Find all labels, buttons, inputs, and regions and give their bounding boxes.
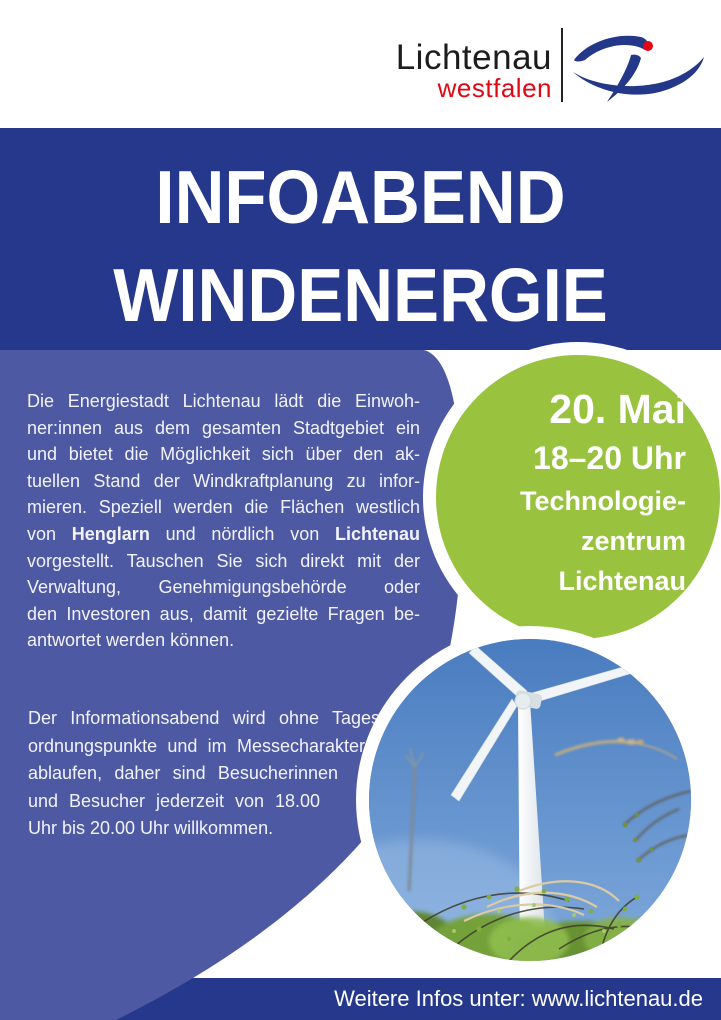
paragraph-line: vorgestellt. Tauschen Sie sich direkt mit der <box>27 550 420 571</box>
paragraph-line: tuellen Stand der Windkraftplanung zu infor- <box>27 470 420 491</box>
paragraph-line: und Besucher jederzeit von 18.00 <box>28 790 320 811</box>
wind-turbine-photo <box>369 639 691 961</box>
event-venue-line-2: zentrum <box>580 526 686 556</box>
paragraph-line-bold-places <box>27 521 420 548</box>
event-time: 18–20 Uhr <box>533 440 686 476</box>
paragraph-line: den Investoren aus, damit gezielte Fragen be- <box>27 603 420 624</box>
event-venue-line-3: Lichtenau <box>558 566 686 596</box>
outro-paragraph <box>28 705 386 843</box>
paragraph-line: ablaufen, daher sind Besucherinnen <box>28 763 338 783</box>
paragraph-line: Die Energiestadt Lichtenau lädt die Einwoh- <box>27 391 420 411</box>
footer-info-text: Weitere Infos unter: www.lichtenau.de <box>334 986 703 1011</box>
logo-divider <box>561 28 563 102</box>
paragraph-line: antwortet werden können. <box>27 630 235 651</box>
event-info-circle <box>436 355 720 639</box>
paragraph-line: Uhr bis 20.00 Uhr willkommen. <box>28 818 274 838</box>
paragraph-line: ordnungspunkte und im Messecharakter <box>28 735 365 756</box>
paragraph-line: und bietet die Möglichkeit sich über den ak- <box>27 444 420 465</box>
event-date: 20. Mai <box>549 386 686 432</box>
title-line-2: WINDENERGIE <box>113 253 608 337</box>
title-line-1: INFOABEND <box>155 155 566 239</box>
turbine-hub <box>515 693 531 709</box>
intro-paragraph <box>27 388 420 654</box>
text-segment: von <box>27 523 72 544</box>
paragraph-line: Verwaltung, Genehmigungsbehörde oder <box>27 577 420 598</box>
paragraph-line: ner:innen aus dem gesamten Stadtgebiet ein <box>27 417 420 438</box>
event-venue-line-1: Technologie- <box>520 486 686 516</box>
westfalen-subtitle: westfalen <box>437 73 552 103</box>
lichtenau-wordmark: Lichtenau <box>395 38 552 77</box>
logo-swoosh-tail <box>607 55 641 102</box>
paragraph-line: mieren. Speziell werden die Flächen westlich <box>27 497 420 518</box>
wind-turbine-illustration <box>369 639 691 961</box>
place-henglarn: Henglarn <box>71 523 150 544</box>
place-lichtenau: Lichtenau <box>334 523 420 544</box>
lichtenau-logo-mark-icon <box>571 28 707 104</box>
paragraph-line: Der Informationsabend wird ohne Tages- <box>28 708 386 728</box>
text-segment: und nördlich von <box>149 523 335 544</box>
title-band <box>0 128 721 350</box>
logo-red-dot <box>643 41 653 51</box>
